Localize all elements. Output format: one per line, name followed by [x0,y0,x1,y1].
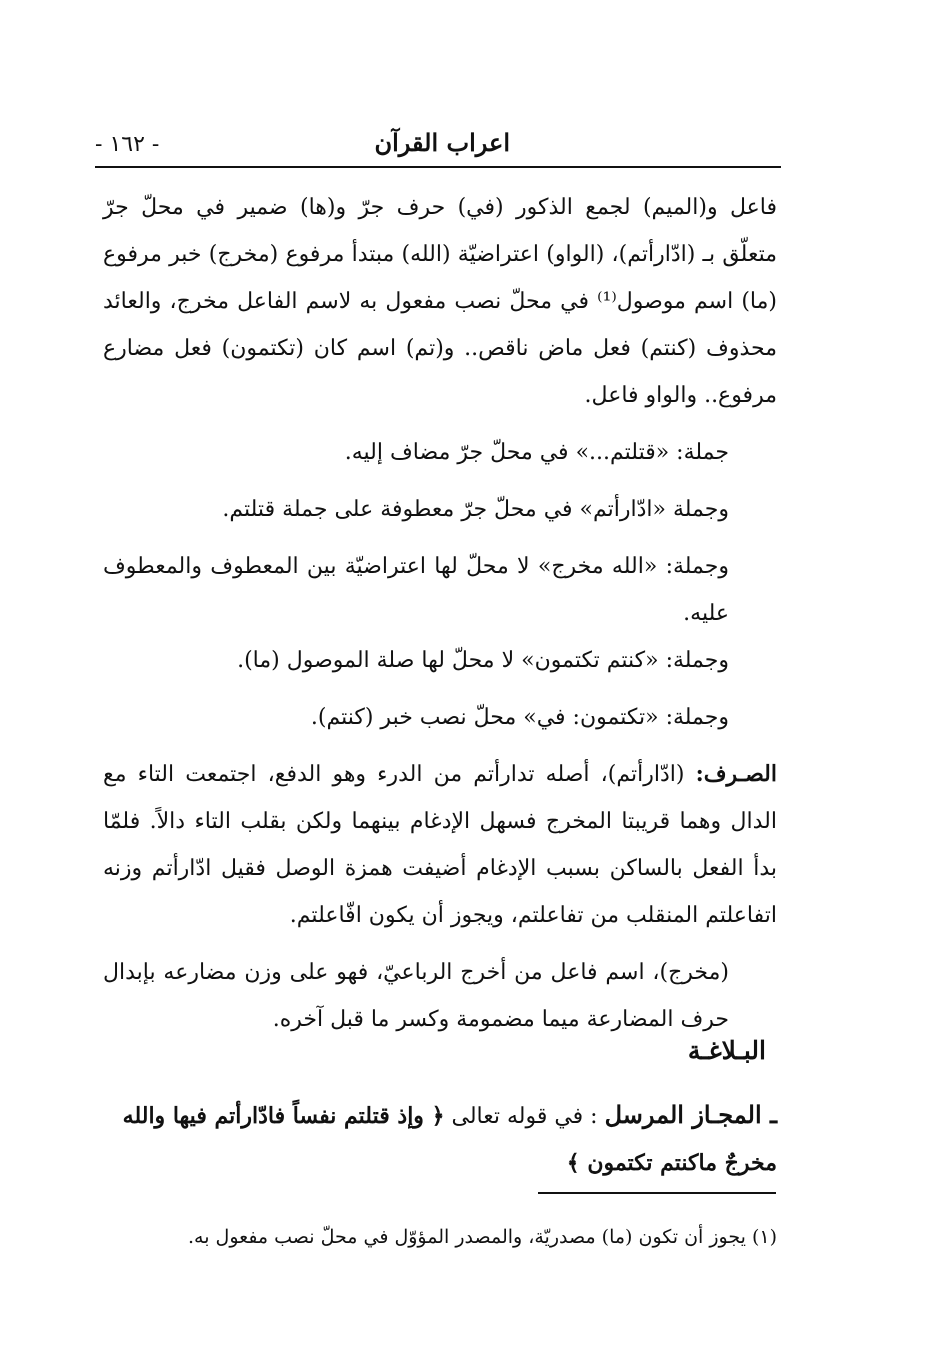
majaz-term: ـ المجـاز المرسل [604,1100,777,1129]
main-text [103,184,777,1043]
majaz-paragraph [103,1092,777,1187]
book-title: اعراب القرآن [374,128,510,157]
paragraph-sarf [103,751,777,939]
majaz-intro: : في قوله تعالى [451,1104,598,1129]
section-heading-balagha: البـلاغـة [687,1036,766,1065]
page-header [95,128,780,162]
sentence-note-3: وجملة: «الله مخرج» لا محلّ لها اعتراضيّة بين المعطوف والمعطوف عليه. [103,554,729,626]
paragraph-irab: فاعل و(الميم) لجمع الذكور (في) حرف جرّ و(ها) ضمير في محلّ جرّ متعلّق بـ (ادّارأتم)، (الواو) اعتراضيّة (الله) مبتدأ مرفوع (مخرج) خبر مرفوع (ما) اسم موصول⁽¹⁾ في محلّ نصب مفعول به لاسم الفاعل مخرج، والعائد محذوف (كنتم) فعل ماض ناقص.. و(تم) اسم كان (تكتمون) فعل مضارع مرفوع.. والواو فاعل. [103,195,777,408]
paragraph-mukhrij: (مخرج)، اسم فاعل من أخرج الرباعيّ، فهو على وزن مضارعه بإبدال حرف المضارعة ميما مضمومة وكسر ما قبل آخره. [103,960,729,1032]
header-rule [95,166,781,168]
footnote-rule [538,1192,776,1194]
sentence-note-5: وجملة: «تكتمون: في» محلّ نصب خبر (كنتم). [310,705,729,730]
page-number: - ١٦٢ - [95,132,160,157]
sarf-text: (ادّارأتم)، أصله تدارأتم من الدرء وهو الدفع، اجتمعت التاء مع الدال وهما قريبتا المخرج فسهل الإدغام بينهما ولكن بقلب التاء دالاً. فلمّا بدأ الفعل بالساكن بسبب الإدغام أضيفت همزة الوصل فقيل ادّارأتم وزنه اتفاعلتم المنقلب من تفاعلتم، ويجوز أن يكون افّاعلتم. [103,762,777,928]
sentence-note-4: وجملة: «كنتم تكتمون» لا محلّ لها صلة الموصول (ما). [237,648,729,673]
sentence-note-1: جملة: «قتلتم...» في محلّ جرّ مضاف إليه. [344,440,729,465]
sarf-label: الصـرف: [695,761,777,787]
footnote: (١) يجوز أن تكون (ما) مصدريّة، والمصدر المؤوّل في محلّ نصب مفعول به. [187,1226,777,1248]
sentence-note-2: وجملة «ادّارأتم» في محلّ جرّ معطوفة على جملة قتلتم. [222,497,729,522]
quran-quote: ﴿ وإذ قتلتم نفساً فادّارأتم فيها والله مخرجٌ ماكنتم تكتمون ﴾ [122,1103,777,1176]
